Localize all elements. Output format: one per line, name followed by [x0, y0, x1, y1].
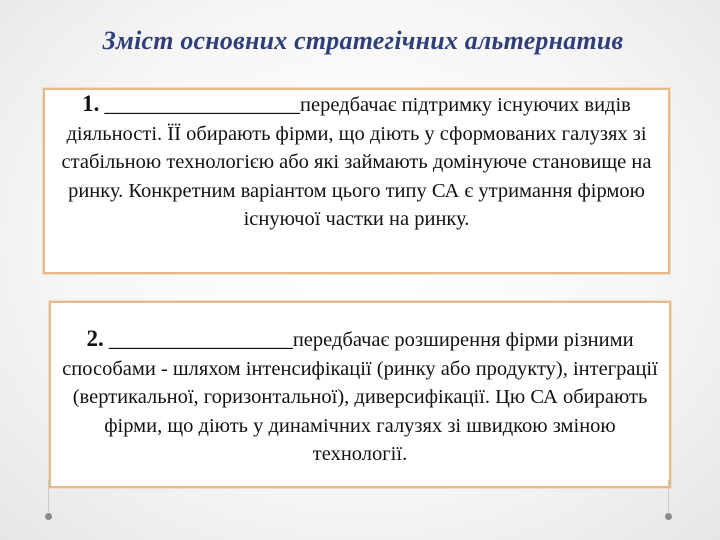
- decorative-line-right: [668, 480, 669, 512]
- alternative-text-1: [55, 90, 658, 234]
- item-lead-2: передбачає розширення фірми: [292, 329, 559, 351]
- fill-blank-2: ________________: [108, 326, 293, 351]
- item-lead-1: передбачає підтримку існуючих: [300, 94, 580, 116]
- decorative-line-left: [48, 480, 49, 512]
- decorative-dot-right: [665, 513, 672, 520]
- item-body-2: різними способами - шляхом інтенсифікації (ринку або продукту), інтеграції (вертикальної, горизонтальної), диверсифікації. Цю СА обирають фірми, що діють у динамічних галузях зі швидкою зміною технології.: [62, 329, 658, 465]
- decorative-dot-left: [45, 513, 52, 520]
- alternative-box-1: [43, 88, 670, 274]
- fill-blank-1: _________________: [104, 91, 301, 116]
- slide-title: Зміст основних стратегічних альтернатив: [102, 26, 624, 55]
- item-number-1: 1.: [82, 91, 100, 116]
- item-number-2: 2.: [86, 326, 104, 351]
- alternative-box-2: [49, 301, 671, 488]
- item-body-1: видів діяльності. ЇЇ обирають фірми, що діють у сформованих галузях зі стабільною технологією або які займають домінуюче становище на ринку. Конкретним варіантом цього типу СА є утримання фірмою існуючої частки на ринку.: [61, 94, 652, 230]
- alternative-text-2: [61, 325, 659, 469]
